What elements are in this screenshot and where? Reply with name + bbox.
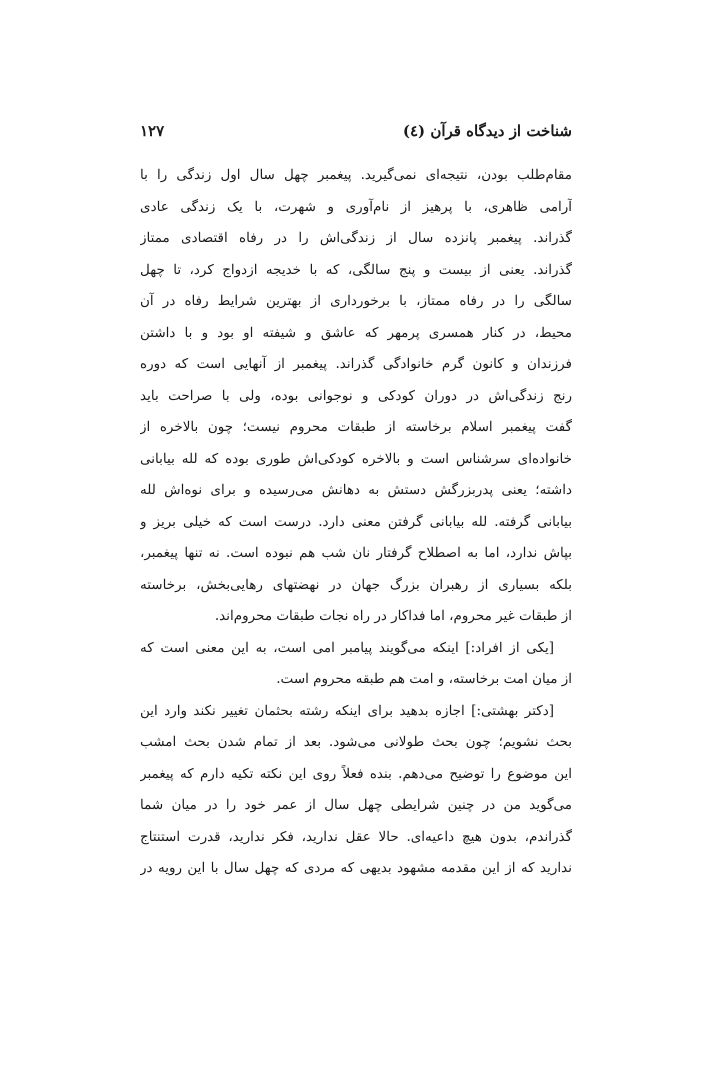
text-line: بپاش ندارد، اما به اصطلاح گرفتار نان شب هم نبوده است. نه تنها پیغمبر، <box>140 545 572 561</box>
text-line: از طبقات غیر محروم، اما فداکار در راه نجات طبقات محروم‌اند. <box>214 608 572 624</box>
text-line: گذراند. یعنی از بیست و پنج سالگی، که با خدیجه ازدواج کرد، تا چهل <box>140 261 572 278</box>
text-line: خانواده‌ای سرشناس است و بالاخره کودکی‌اش طوری بوده که لله بیابانی <box>140 450 572 467</box>
text-line: رنج زندگی‌اش در دوران کودکی و نوجوانی بوده، ولی با صراحت باید <box>140 387 572 404</box>
text-line: فرزندان و کانون گرم خانوادگی گذراند. پیغمبر از آنهایی است که دوره <box>140 356 572 372</box>
text-line: گفت پیغمبر اسلام برخاسته از طبقات محروم نیست؛ چون بالاخره از <box>140 419 572 435</box>
text-line: گذراند. پیغمبر پانزده سال از زندگی‌اش را در رفاه اقتصادی ممتاز <box>140 230 572 246</box>
text-line: داشته؛ یعنی پدربزرگش دستش به دهانش می‌رسیده و برای نوه‌اش لله <box>140 482 572 498</box>
page-number: ١٢٧ <box>140 122 165 140</box>
running-header <box>140 118 572 144</box>
chapter-title: شناخت از دیدگاه قرآن (٤) <box>402 122 572 140</box>
text-line: آرامی ظاهری، با پرهیز از نام‌آوری و شهرت، با یک زندگی عادی <box>140 198 572 215</box>
text-line: سالگی را در رفاه ممتاز، با برخورداری از بهترین شرایط رفاه در آن <box>140 293 572 309</box>
text-line: [یکی از افراد:] اینکه می‌گویند پیامبر امی است، به این معنی است که <box>140 639 554 656</box>
text-line: این موضوع را توضیح می‌دهم. بنده فعلاً روی این نکته تکیه دارم که پیغمبر <box>140 765 572 782</box>
text-line: بیابانی گرفته. لله بیابانی گرفتن معنی دارد. درست است که خیلی بریز و <box>140 513 572 530</box>
text-line: از میان امت برخاسته، و امت هم طبقه محروم است. <box>276 671 572 687</box>
text-line: ندارید که از این مقدمه مشهود بدیهی که مردی که چهل سال با این رویه در <box>140 860 572 876</box>
text-line: بلکه بسیاری از رهبران بزرگ جهان در نهضتهای رهایی‌بخش، برخاسته <box>140 576 572 593</box>
text-line: مقام‌طلب بودن، نتیجه‌ای نمی‌گیرید. پیغمبر چهل سال اول زندگی را با <box>140 167 572 183</box>
text-line: بحث نشویم؛ چون بحث طولانی می‌شود. بعد از تمام شدن بحث امشب <box>140 734 572 750</box>
text-line: [دکتر بهشتی:] اجازه بدهید برای اینکه رشته بحثمان تغییر نکند وارد این <box>140 702 554 719</box>
text-line: می‌گوید من در چنین شرایطی چهل سال از عمر خود را در میان شما <box>140 797 572 813</box>
text-line: گذراندم، بدون هیچ داعیه‌ای. حالا عقل ندارید، فکر ندارید، قدرت استنتاج <box>140 828 572 845</box>
text-line: محیط، در کنار همسری پرمهر که عاشق و شیفته او بود و با داشتن <box>140 324 572 341</box>
body-text <box>140 160 572 885</box>
